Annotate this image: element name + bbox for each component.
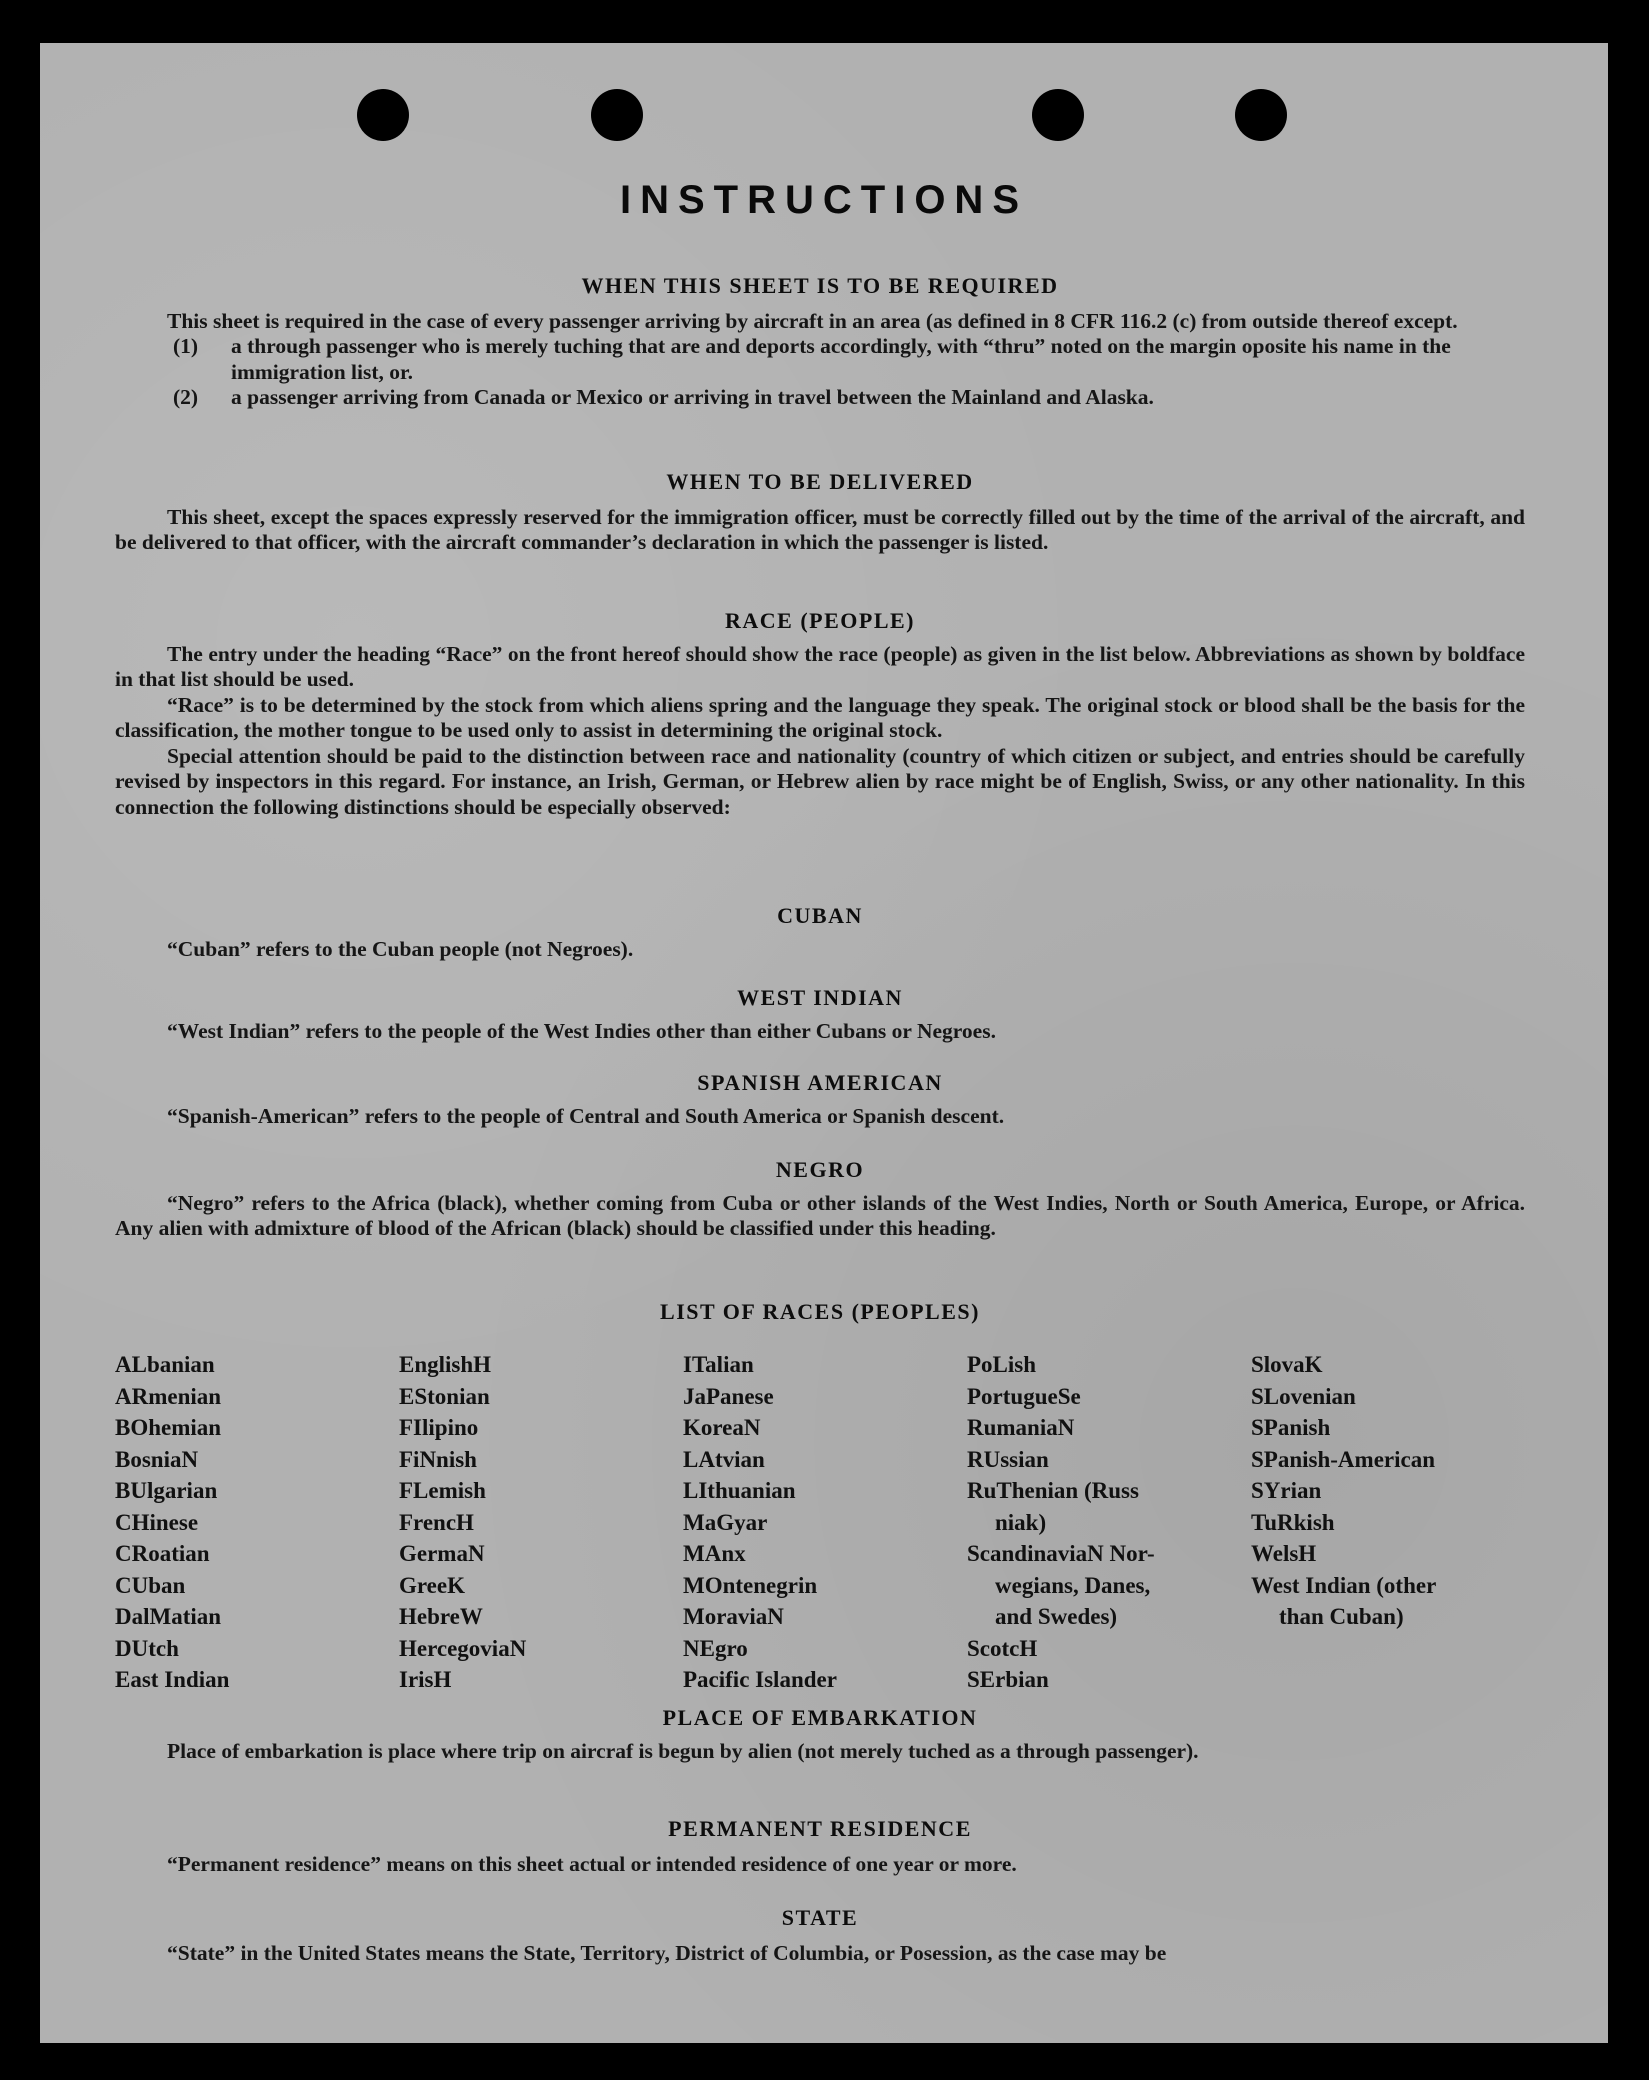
para-residence: “Permanent residence” means on this sheet actual or intended residence of one year or more. [167,1851,1017,1876]
para-spanish-american: “Spanish-American” refers to the people of Central and South America or Spanish descent. [167,1103,1005,1128]
list-item: FLemish [399,1478,486,1503]
para-race-2: “Race” is to be determined by the stock from which aliens spring and the language they speak. The original stock or blood shall be the basis for the classification, the mother tongue to be used only to assist in determining the original stock. [115,692,1525,742]
list-item: TuRkish [1251,1509,1335,1535]
heading-negro: NEGRO [775,1157,865,1182]
page-title: INSTRUCTIONS [620,178,1028,222]
races-column [115,1349,399,1696]
section-west-indian [115,985,1525,1044]
list-item: HercegoviaN [399,1635,527,1661]
list-item: DalMatian [115,1604,222,1629]
para-embarkation: Place of embarkation is place where trip on aircraf is begun by alien (not merely tuched as a through passenger). [167,1738,1199,1763]
section-residence [115,1816,1525,1877]
list-item: JaPanese [683,1383,774,1409]
list-item: HebreW [399,1604,483,1629]
list-item: (1) a through passenger who is merely tuching that are and deports accordingly, with “thru” noted on the margin oposite his name in the immigration list, or. [173,334,1451,384]
section-embarkation [115,1705,1525,1764]
list-item: RuThenian (Russ [967,1478,1139,1503]
races-list [115,1349,1535,1696]
section-race [115,608,1525,820]
para-race-3: Special attention should be paid to the distinction between race and nationality (country of which citizen or subject, and entries should be carefully revised by inspectors in this regard. For instance, an Irish, German, or Hebrew alien by race might be of English, Swiss, or any other nationality. In this connection the following distinctions should be especially observed: [115,743,1525,819]
punch-hole [591,89,643,141]
para-when-delivered: This sheet, except the spaces expressly reserved for the immigration officer, must be correctly filled out by the time of the arrival of the aircraft, and be delivered to that officer, with the aircraft commander’s declaration in which the passenger is listed. [115,504,1525,554]
heading-embarkation: PLACE OF EMBARKATION [662,1705,978,1730]
list-item: ScandinaviaN Nor- [967,1541,1155,1566]
heading-west-indian: WEST INDIAN [737,985,903,1010]
list-item: MAnx [683,1541,746,1566]
list-item: GreeK [399,1572,465,1598]
list-item: SPanish-American [1251,1446,1435,1472]
list-item: FIlipino [399,1415,479,1440]
heading-when-delivered: WHEN TO BE DELIVERED [666,469,974,494]
races-column [683,1349,967,1696]
list-item: BUlgarian [115,1478,218,1503]
list-item: CRoatian [115,1541,210,1566]
list-item: ALbanian [115,1352,215,1377]
list-item: IrisH [399,1667,452,1692]
races-column [967,1349,1251,1696]
section-spanish-american [115,1070,1525,1129]
punch-hole [1235,89,1287,141]
races-column [1251,1349,1535,1696]
list-item: West Indian (other [1251,1572,1437,1598]
list-item: ARmenian [115,1383,222,1409]
list-item: PortugueSe [967,1383,1081,1409]
list-item: MaGyar [683,1509,768,1535]
list-item: MOntenegrin [683,1572,818,1598]
list-item: ScotcH [967,1635,1038,1661]
list-item: PoLish [967,1352,1037,1377]
punch-hole [1032,89,1084,141]
para-west-indian: “West Indian” refers to the people of the West Indies other than either Cubans or Negroes. [167,1018,996,1043]
para-race-1: The entry under the heading “Race” on the front hereof should show the race (people) as given in the list below. Abbreviations as shown by boldface in that list should be used. [115,641,1525,691]
list-item: DUtch [115,1635,179,1661]
list-item: LIthuanian [683,1478,796,1503]
heading-spanish-american: SPANISH AMERICAN [697,1070,943,1095]
heading-when-required: WHEN THIS SHEET IS TO BE REQUIRED [581,273,1059,298]
list-item: GermaN [399,1541,485,1566]
list-item: SErbian [967,1667,1049,1692]
list-item: niak) [995,1509,1047,1535]
list-item: MoraviaN [683,1604,784,1629]
list-item: CHinese [115,1509,199,1535]
list-item: EStonian [399,1383,490,1409]
list-item: ITalian [683,1352,754,1377]
section-state [115,1905,1525,1966]
list-item: RumaniaN [967,1415,1075,1440]
list-item: KoreaN [683,1415,761,1440]
heading-list-of-races: LIST OF RACES (PEOPLES) [660,1299,980,1324]
para-when-required: This sheet is required in the case of every passenger arriving by aircraft in an area (as defined in 8 CFR 116.2 (c) from outside thereof except. [167,308,1458,333]
list-item: FrencH [399,1509,474,1535]
section-when-required [115,273,1525,411]
document-sheet [40,43,1608,2043]
section-when-delivered [115,469,1525,556]
list-item: SLovenian [1251,1383,1356,1409]
list-item: EnglishH [399,1352,492,1377]
list-item: BOhemian [115,1415,222,1440]
list-item: FiNnish [399,1446,477,1472]
list-item: and Swedes) [995,1604,1118,1629]
section-negro [115,1157,1525,1242]
list-item: CUban [115,1572,186,1598]
list-item: wegians, Danes, [995,1572,1151,1598]
list-item: LAtvian [683,1446,765,1472]
punch-hole [357,89,409,141]
heading-state: STATE [781,1905,859,1930]
section-list-of-races [115,1299,1525,1325]
list-item: SlovaK [1251,1352,1323,1377]
list-item: East Indian [115,1667,230,1692]
list-item: SPanish [1251,1415,1331,1440]
heading-residence: PERMANENT RESIDENCE [668,1816,972,1841]
list-item: (2) a passenger arriving from Canada or Mexico or arriving in travel between the Mainland and Alaska. [173,385,1154,409]
list-item: NEgro [683,1635,748,1661]
list-item: SYrian [1251,1478,1322,1503]
list-item: BosniaN [115,1446,199,1472]
heading-race: RACE (PEOPLE) [725,608,915,633]
list-item: than Cuban) [1279,1604,1404,1629]
para-state: “State” in the United States means the State, Territory, District of Columbia, or Posession, as the case may be [167,1940,1167,1965]
section-cuban [115,903,1525,962]
para-negro: “Negro” refers to the Africa (black), whether coming from Cuba or other islands of the West Indies, North or South America, Europe, or Africa. Any alien with admixture of blood of the African (black) should be classified under this heading. [115,1190,1525,1240]
para-cuban: “Cuban” refers to the Cuban people (not Negroes). [167,936,634,961]
list-item: RUssian [967,1446,1049,1472]
heading-cuban: CUBAN [777,903,863,928]
list-item: Pacific Islander [683,1667,837,1692]
races-column [399,1349,683,1696]
list-item: WelsH [1251,1541,1317,1566]
